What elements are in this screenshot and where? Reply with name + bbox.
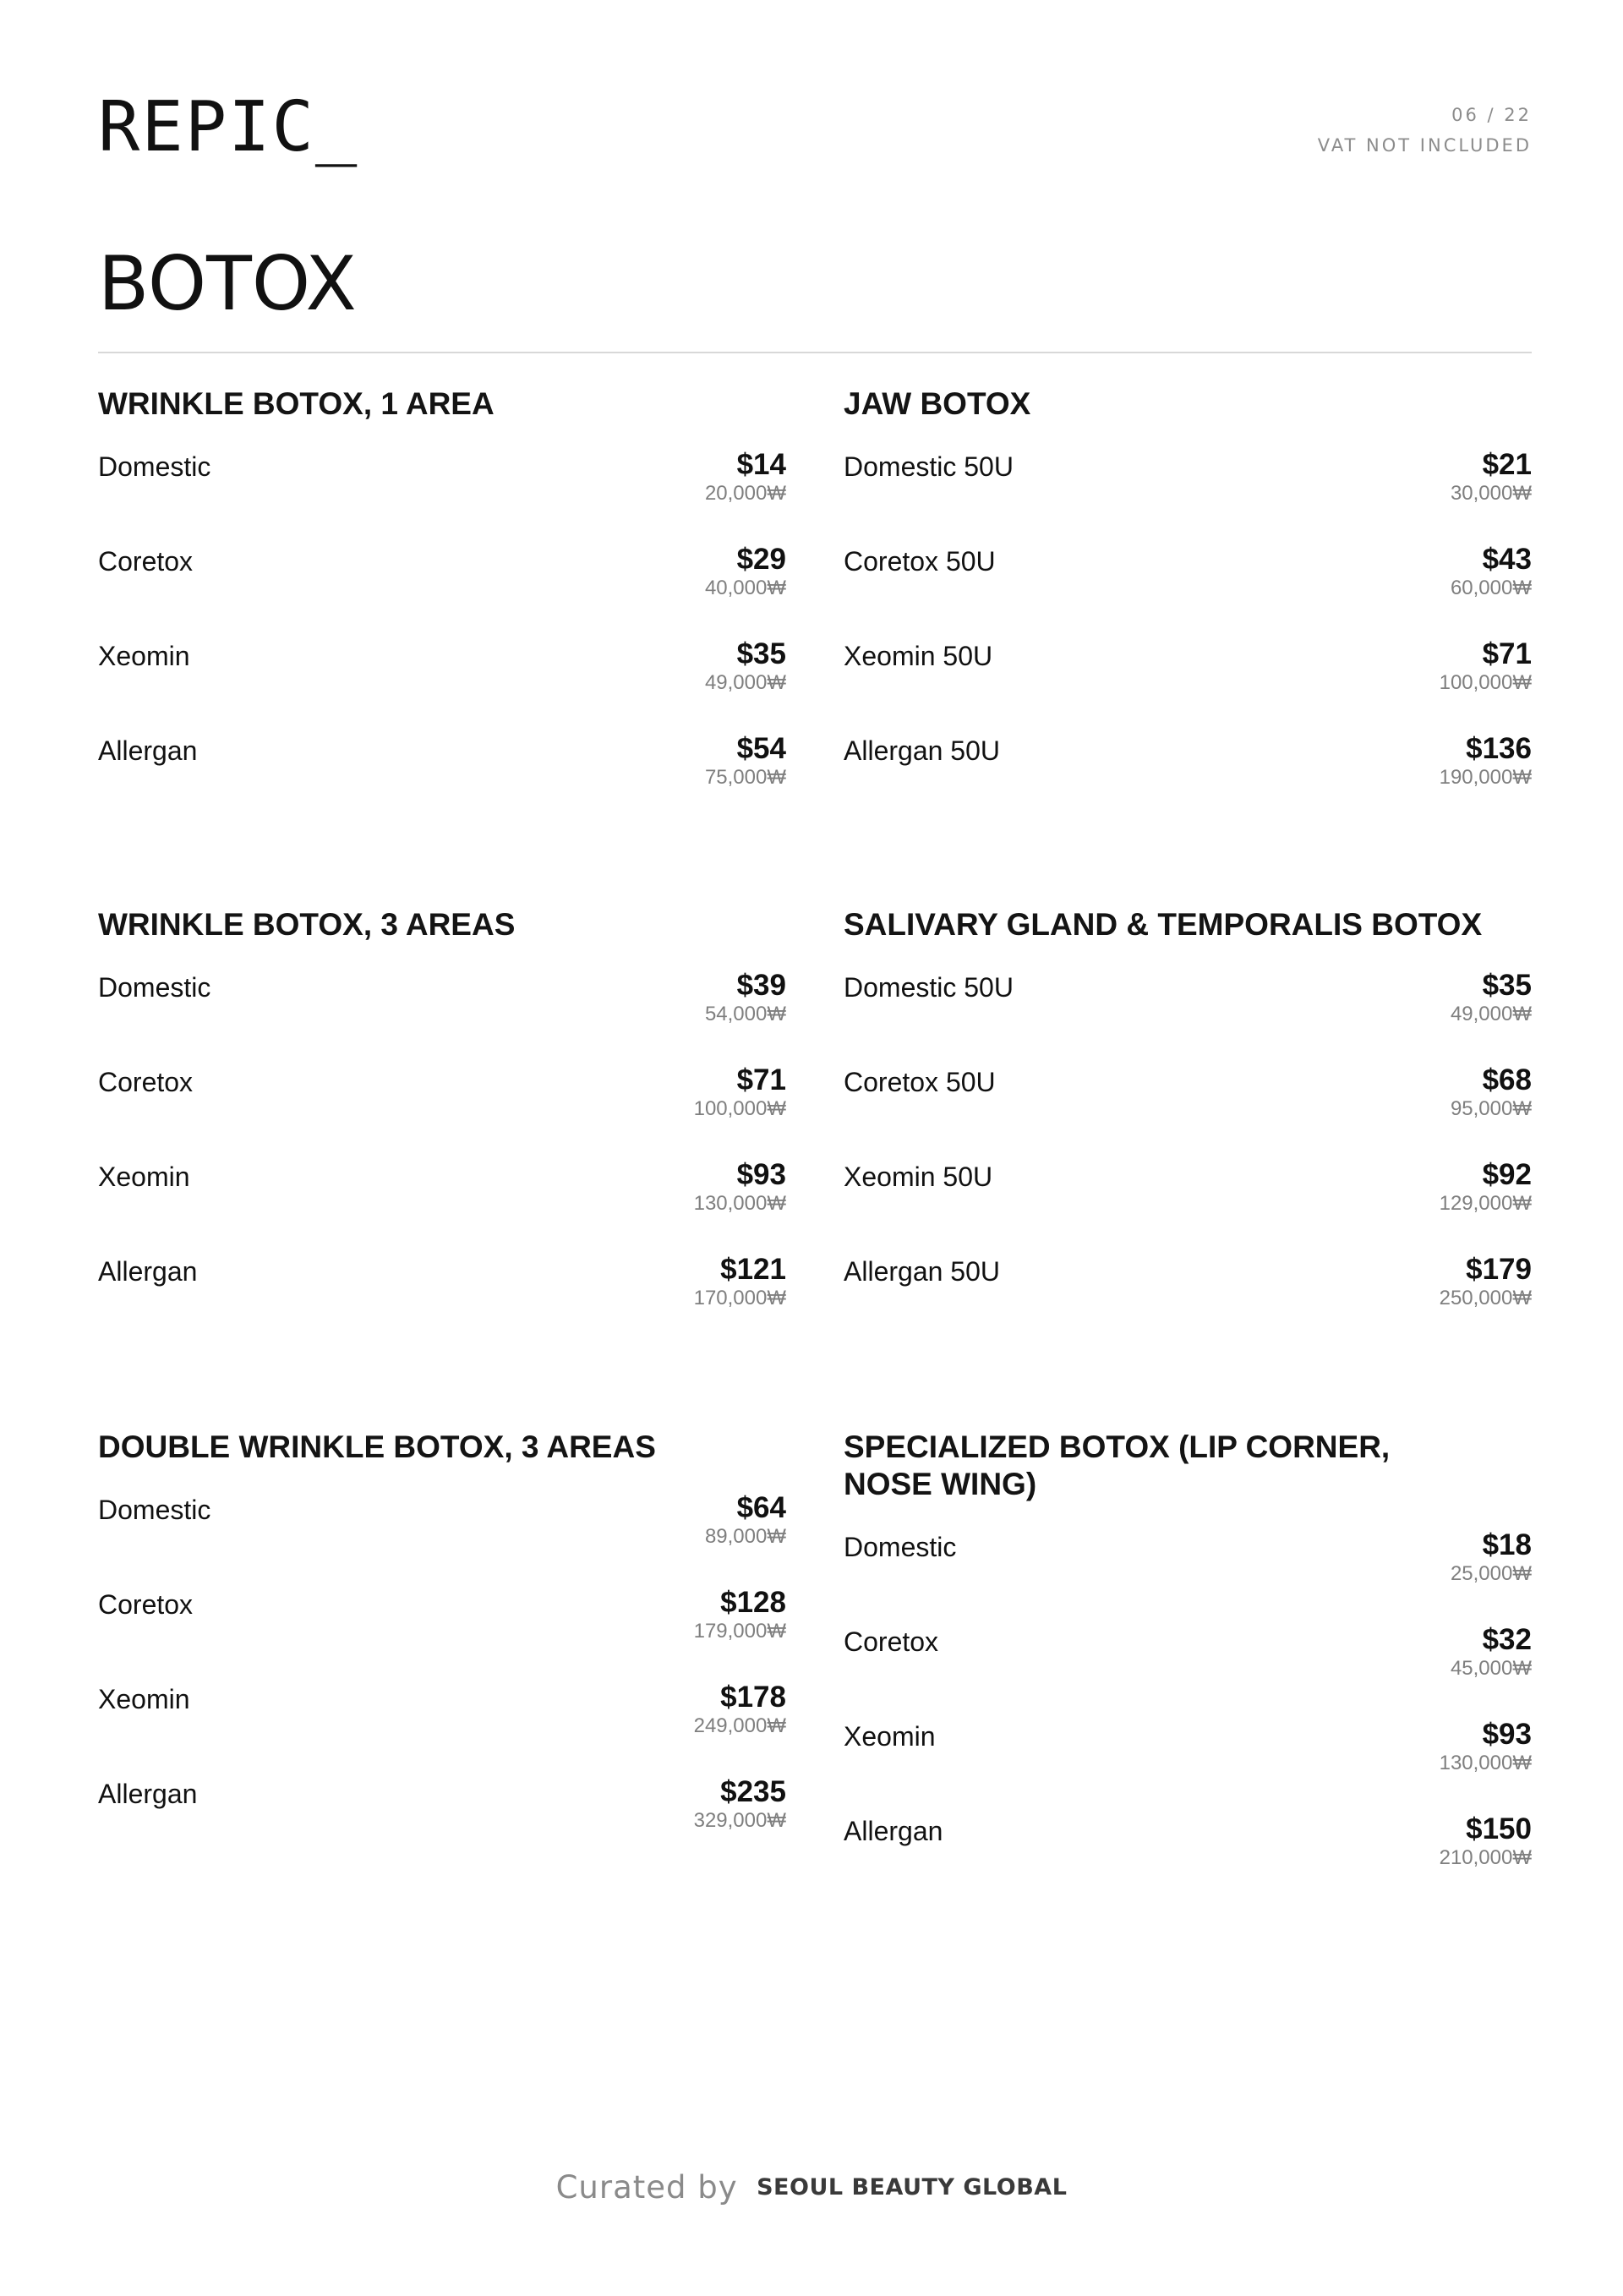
price-row [98, 732, 786, 827]
item-price-krw: 54,000₩ [704, 1003, 786, 1025]
item-name: Coretox [98, 546, 194, 577]
item-price-usd: $54 [736, 732, 786, 765]
item-name: Coretox 50U [844, 1067, 996, 1097]
item-name: Coretox 50U [844, 546, 996, 577]
price-row [98, 1063, 786, 1158]
item-price-krw: 210,000₩ [1439, 1846, 1532, 1869]
item-price-krw: 25,000₩ [1450, 1562, 1532, 1585]
page-number: 06 / 22 [1451, 105, 1532, 125]
item-price-krw: 30,000₩ [1450, 482, 1532, 505]
price-row [844, 543, 1532, 637]
price-section-salivary-temporalis [844, 906, 1532, 1348]
item-price-usd: $128 [720, 1586, 786, 1619]
item-name: Xeomin [98, 1162, 190, 1192]
section-title: SALIVARY GLAND & TEMPORALIS BOTOX [844, 907, 1483, 942]
item-price-krw: 129,000₩ [1439, 1192, 1532, 1215]
item-price-usd: $35 [736, 637, 786, 670]
vat-note: VAT NOT INCLUDED [1317, 135, 1532, 156]
item-price-krw: 75,000₩ [704, 766, 786, 789]
curated-by-label: Curated by [555, 2169, 738, 2206]
page-meta [1318, 100, 1532, 161]
item-price-usd: $150 [1466, 1812, 1532, 1845]
item-name: Domestic [98, 972, 211, 1003]
item-price-krw: 179,000₩ [693, 1620, 786, 1643]
item-name: Allergan [98, 735, 198, 766]
item-name: Coretox [844, 1626, 939, 1657]
price-row [98, 543, 786, 637]
section-title: SPECIALIZED BOTOX (LIP CORNER, NOSE WING) [844, 1430, 1391, 1501]
price-row [98, 1681, 786, 1775]
price-section-double-wrinkle [98, 1429, 786, 1870]
item-price-usd: $92 [1482, 1158, 1532, 1191]
item-price-krw: 250,000₩ [1439, 1287, 1532, 1309]
item-name: Xeomin [98, 641, 190, 671]
curator-brand: SEOUL BEAUTY GLOBAL [757, 2174, 1068, 2200]
price-row [98, 1775, 786, 1870]
item-price-usd: $29 [736, 543, 786, 576]
item-price-krw: 40,000₩ [704, 577, 786, 599]
price-row [844, 1253, 1532, 1348]
item-price-krw: 130,000₩ [1439, 1752, 1532, 1774]
item-name: Allergan 50U [844, 1256, 1000, 1287]
item-price-krw: 249,000₩ [693, 1714, 786, 1737]
item-price-usd: $21 [1482, 448, 1532, 481]
item-name: Domestic [98, 451, 211, 482]
page-title: BOTOX [98, 240, 357, 327]
item-price-usd: $43 [1482, 543, 1532, 576]
item-price-usd: $39 [736, 969, 786, 1002]
item-price-usd: $179 [1466, 1253, 1532, 1286]
title-divider [98, 352, 1532, 353]
item-name: Allergan [844, 1816, 943, 1846]
price-row [844, 969, 1532, 1063]
item-price-krw: 329,000₩ [693, 1809, 786, 1832]
price-row [844, 1623, 1532, 1718]
price-row [98, 1158, 786, 1253]
item-name: Xeomin 50U [844, 641, 993, 671]
item-name: Allergan [98, 1779, 198, 1809]
section-title: DOUBLE WRINKLE BOTOX, 3 AREAS [98, 1430, 656, 1464]
price-section-specialized [844, 1429, 1532, 1907]
item-price-krw: 49,000₩ [704, 671, 786, 694]
price-row [844, 1063, 1532, 1158]
price-row [844, 1718, 1532, 1812]
price-section-wrinkle-1-area [98, 385, 786, 827]
item-price-usd: $93 [736, 1158, 786, 1191]
item-name: Domestic [98, 1495, 211, 1525]
item-price-usd: $121 [720, 1253, 786, 1286]
section-title: WRINKLE BOTOX, 1 AREA [98, 386, 495, 421]
price-row [844, 1528, 1532, 1623]
item-name: Allergan [98, 1256, 198, 1287]
item-price-usd: $71 [1482, 637, 1532, 670]
section-title: JAW BOTOX [844, 386, 1031, 421]
footer-credit [0, 2169, 1623, 2206]
item-name: Allergan 50U [844, 735, 1000, 766]
item-price-krw: 60,000₩ [1450, 577, 1532, 599]
item-name: Xeomin 50U [844, 1162, 993, 1192]
item-price-krw: 100,000₩ [693, 1097, 786, 1120]
item-name: Coretox [98, 1067, 194, 1097]
price-row [98, 637, 786, 732]
price-row [844, 637, 1532, 732]
item-price-usd: $235 [720, 1775, 786, 1808]
brand-logo: REPIC_ [98, 87, 359, 167]
item-name: Domestic [844, 1532, 957, 1562]
price-row [98, 1253, 786, 1348]
price-row [844, 1812, 1532, 1907]
item-price-krw: 170,000₩ [693, 1287, 786, 1309]
item-price-krw: 20,000₩ [704, 482, 786, 505]
price-section-wrinkle-3-areas [98, 906, 786, 1348]
price-section-jaw [844, 385, 1532, 827]
price-row [98, 448, 786, 543]
price-row [844, 448, 1532, 543]
item-price-usd: $14 [736, 448, 786, 481]
item-name: Domestic 50U [844, 451, 1014, 482]
item-name: Xeomin [844, 1721, 936, 1752]
item-price-usd: $64 [736, 1491, 786, 1524]
item-price-krw: 49,000₩ [1450, 1003, 1532, 1025]
item-price-usd: $93 [1482, 1718, 1532, 1751]
item-price-krw: 95,000₩ [1450, 1097, 1532, 1120]
item-price-usd: $136 [1466, 732, 1532, 765]
price-row [98, 1491, 786, 1586]
item-price-krw: 100,000₩ [1439, 671, 1532, 694]
item-price-usd: $35 [1482, 969, 1532, 1002]
item-price-usd: $178 [720, 1681, 786, 1714]
item-price-usd: $18 [1482, 1528, 1532, 1561]
item-name: Xeomin [98, 1684, 190, 1714]
item-price-krw: 130,000₩ [693, 1192, 786, 1215]
price-row [844, 1158, 1532, 1253]
item-price-usd: $68 [1482, 1063, 1532, 1096]
price-row [98, 1586, 786, 1681]
item-price-krw: 89,000₩ [704, 1525, 786, 1548]
item-name: Domestic 50U [844, 972, 1014, 1003]
item-price-krw: 190,000₩ [1439, 766, 1532, 789]
price-row [844, 732, 1532, 827]
item-price-usd: $71 [736, 1063, 786, 1096]
item-price-usd: $32 [1482, 1623, 1532, 1656]
section-title: WRINKLE BOTOX, 3 AREAS [98, 907, 516, 942]
item-name: Coretox [98, 1589, 194, 1620]
item-price-krw: 45,000₩ [1450, 1657, 1532, 1680]
price-row [98, 969, 786, 1063]
